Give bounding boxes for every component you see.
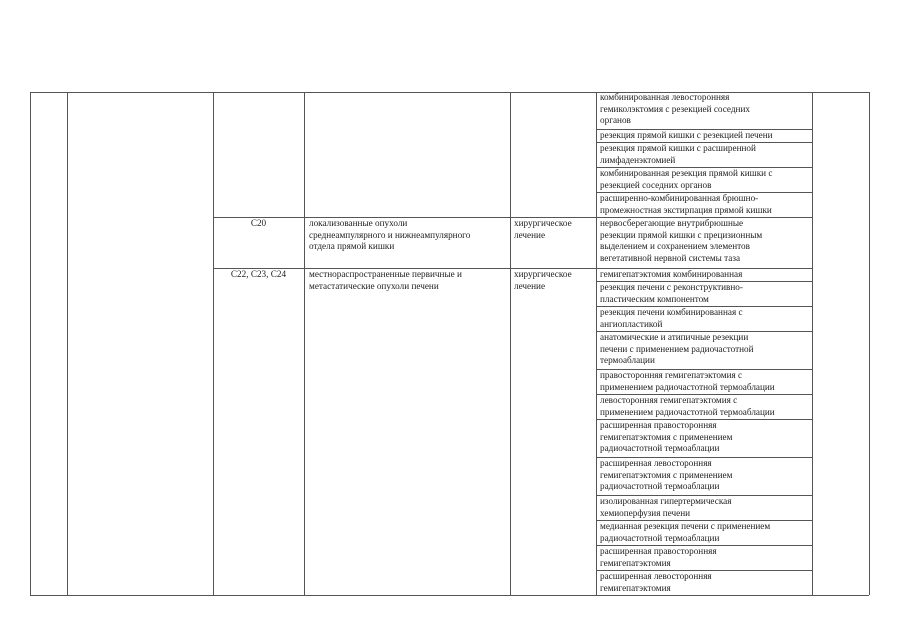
treatment-cell [600, 395, 775, 418]
column-border [812, 92, 813, 595]
text-line: расширенная левосторонняя [600, 571, 712, 581]
text-line: резекция прямой кишки с расширенной [600, 143, 756, 153]
treatment-cell [600, 420, 732, 455]
text-line: гемигепатэктомия [600, 582, 671, 593]
treatment-cell [600, 458, 732, 493]
text-line: анатомические и атипичные резекции [600, 332, 749, 342]
text-line: медианная резекция печени с применением [600, 521, 771, 531]
diagnosis-code: C20 [250, 218, 267, 228]
text-line: выделением и сохранением элементов [600, 241, 750, 251]
text-line: резекция печени с реконструктивно- [600, 282, 743, 292]
text-line: гемиколэктомия с резекцией соседних [600, 103, 750, 114]
column-border [304, 92, 305, 595]
text-line: лечение [514, 280, 546, 291]
treatment-cell [600, 92, 750, 127]
text-line: резекцией соседних органов [600, 179, 712, 190]
text-line: хирургическое [514, 269, 572, 279]
text-line: термоаблации [600, 355, 655, 365]
text-line: комбинированная резекция прямой кишки с [600, 168, 773, 178]
text-line: правосторонняя гемигепатэктомия с [600, 370, 743, 380]
text-line: лечение [514, 229, 546, 240]
text-line: гемигепатэктомия с применением [600, 431, 733, 442]
text-line: среднеампулярного и нижнеампулярного [309, 229, 471, 240]
treatment-cell [600, 521, 770, 544]
text-line: радиочастотной термоаблации [600, 443, 720, 453]
condition-cell [309, 218, 470, 253]
text-line: хирургическое [514, 218, 572, 228]
column-border [869, 92, 870, 595]
treatment-cell [600, 269, 742, 281]
text-line: органов [600, 115, 631, 125]
text-line: метастатические опухоли печени [309, 280, 439, 291]
treatment-cell [600, 130, 773, 142]
text-line: печени с применением радиочастотной [600, 343, 754, 354]
text-line: резекции прямой кишки с прецизионным [600, 229, 763, 240]
text-line: лимфаденэктомией [600, 154, 676, 165]
text-line: левосторонняя гемигепатэктомия с [600, 395, 738, 405]
text-line: радиочастотной термоаблации [600, 481, 720, 491]
column-border [30, 92, 31, 595]
treatment-cell [600, 193, 772, 216]
treatment-cell [600, 307, 743, 330]
condition-cell [309, 269, 462, 292]
treatment-type-cell [514, 218, 572, 241]
treatment-cell [600, 571, 712, 594]
text-line: пластическим компонентом [600, 293, 709, 304]
text-line: вегетативной нервной системы таза [600, 252, 741, 263]
text-line: резекция печени комбинированная с [600, 307, 743, 317]
text-line: нервосберегающие внутрибрюшные [600, 218, 744, 228]
treatment-cell [600, 218, 762, 264]
text-line: гемигепатэктомия комбинированная [600, 269, 743, 279]
column-border [510, 92, 511, 595]
treatment-cell [600, 546, 717, 569]
treatment-cell [600, 332, 754, 367]
text-line: радиочастотной термоаблации [600, 532, 720, 543]
text-line: применением радиочастотной термоаблации [600, 406, 775, 417]
text-line: комбинированная левосторонняя [600, 92, 730, 102]
text-line: хемиоперфузия печени [600, 507, 691, 518]
text-line: промежностная экстирпация прямой кишки [600, 204, 772, 215]
text-line: гемигепатэктомия с применением [600, 469, 733, 480]
treatment-cell [600, 370, 775, 393]
text-line: локализованные опухоли [309, 218, 408, 228]
text-line: гемигепатэктомия [600, 557, 671, 568]
treatment-cell [600, 282, 743, 305]
treatment-cell [600, 143, 756, 166]
text-line: отдела прямой кишки [309, 241, 395, 251]
treatment-cell [600, 168, 772, 191]
text-line: расширенно-комбинированная брюшно- [600, 193, 759, 203]
text-line: расширенная правосторонняя [600, 546, 717, 556]
text-line: применением радиочастотной термоаблации [600, 381, 775, 392]
text-line: местнораспространенные первичные и [309, 269, 462, 279]
diagnosis-code: C22, C23, C24 [230, 269, 287, 279]
text-line: расширенная левосторонняя [600, 458, 712, 468]
text-line: изолированная гипертермическая [600, 496, 732, 506]
text-line: расширенная правосторонняя [600, 420, 717, 430]
text-line: ангиопластикой [600, 318, 663, 329]
text-line: резекция прямой кишки с резекцией печени [600, 130, 773, 140]
treatment-cell [600, 496, 731, 519]
column-border [213, 92, 214, 595]
column-border [67, 92, 68, 595]
table-bottom-border [30, 595, 869, 596]
treatment-type-cell [514, 269, 572, 292]
